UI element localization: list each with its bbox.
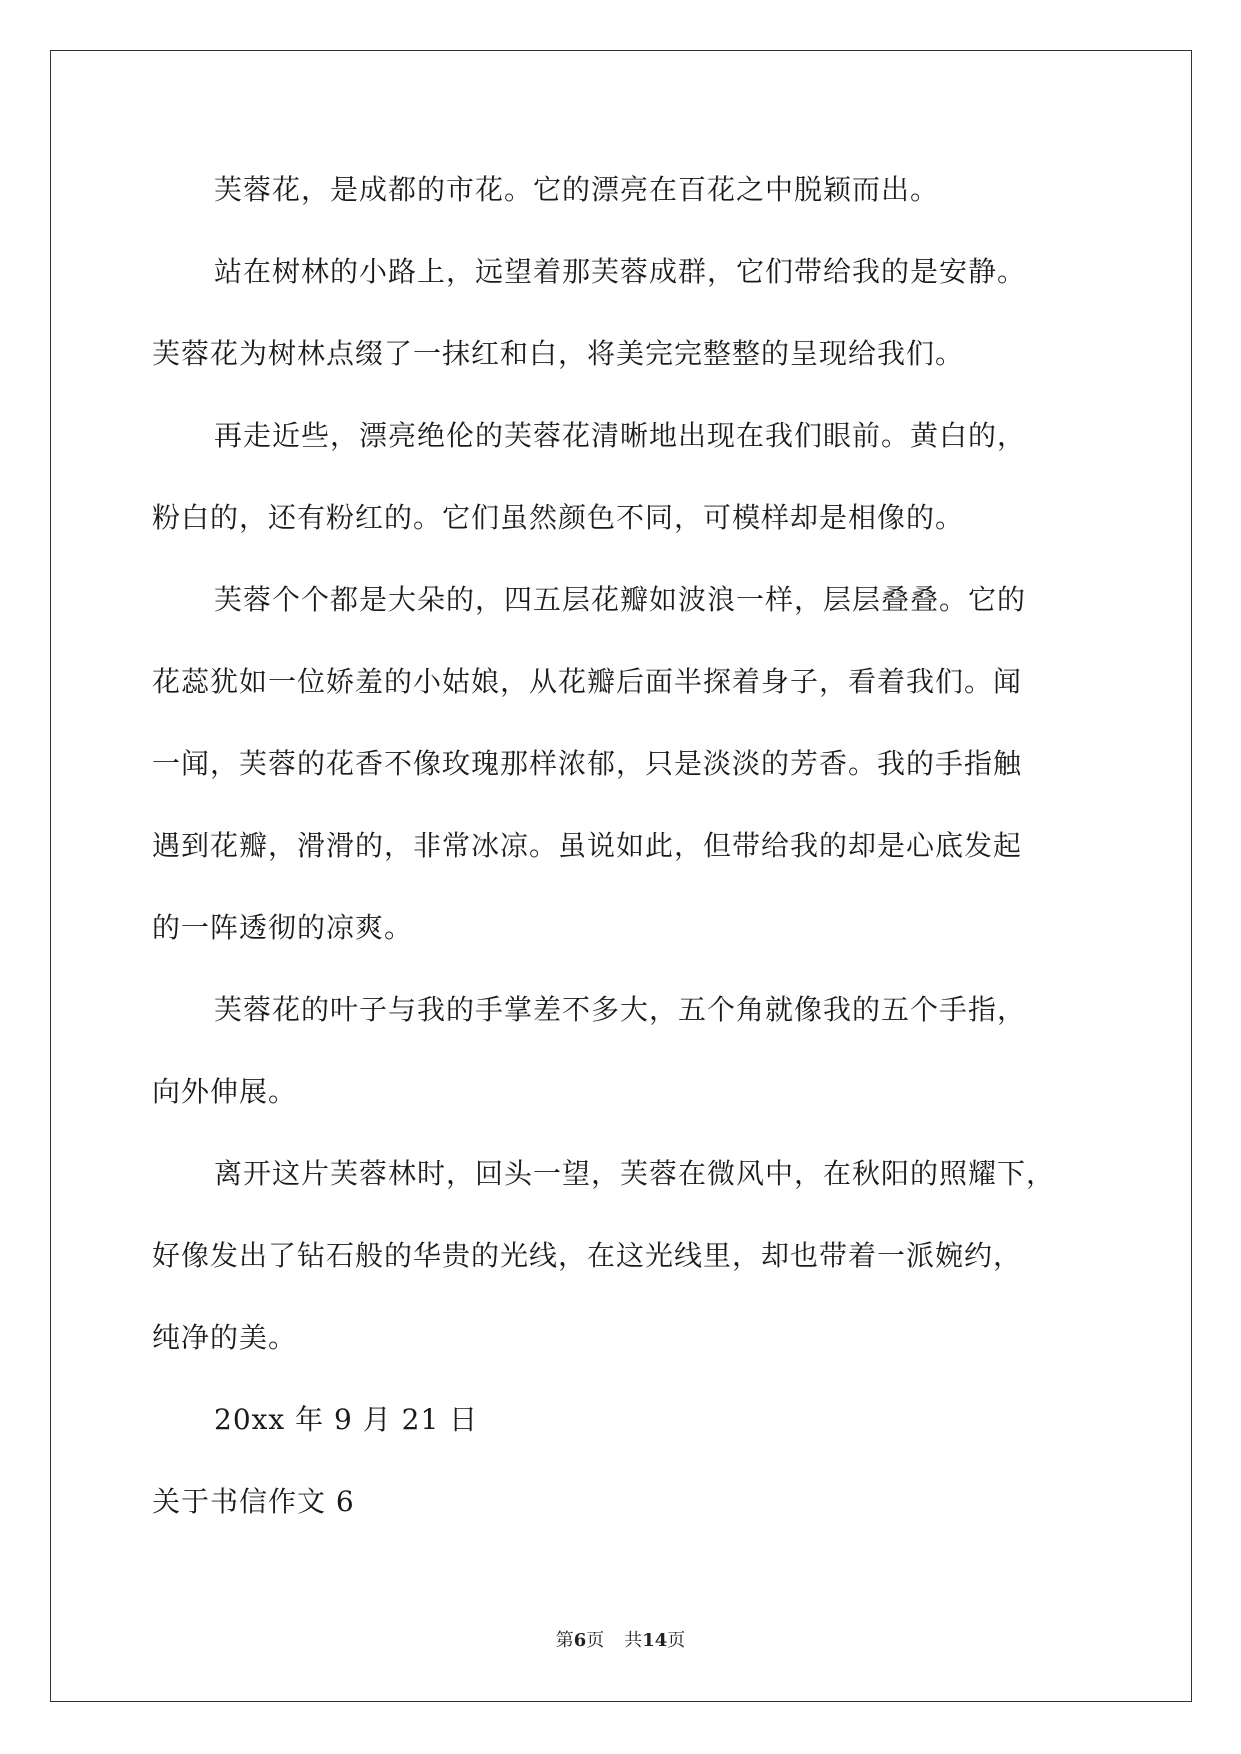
current-page-number: 6	[573, 1630, 587, 1651]
page-prefix: 第	[555, 1630, 574, 1651]
paragraph-line: 纯净的美。	[152, 1321, 298, 1354]
paragraph-line: 芙蓉个个都是大朵的，四五层花瓣如波浪一样，层层叠叠。它的	[214, 583, 1027, 616]
total-prefix: 共	[624, 1630, 643, 1651]
paragraph-line: 花蕊犹如一位娇羞的小姑娘，从花瓣后面半探着身子，看着我们。闻	[152, 665, 1023, 698]
paragraph-line: 遇到花瓣，滑滑的，非常冰凉。虽说如此，但带给我的却是心底发起	[152, 829, 1023, 862]
total-page-count: 14	[642, 1630, 668, 1651]
paragraph-line: 粉白的，还有粉红的。它们虽然颜色不同，可模样却是相像的。	[152, 501, 965, 534]
paragraph-line: 的一阵透彻的凉爽。	[152, 911, 414, 944]
paragraph-line: 一闻，芙蓉的花香不像玫瑰那样浓郁，只是淡淡的芳香。我的手指触	[152, 747, 1023, 780]
page-unit: 页	[586, 1630, 605, 1651]
paragraph-line: 站在树林的小路上，远望着那芙蓉成群，它们带给我的是安静。	[214, 255, 1027, 288]
paragraph-line: 再走近些，漂亮绝伦的芙蓉花清晰地出现在我们眼前。黄白的，	[214, 419, 1027, 452]
total-unit: 页	[667, 1630, 686, 1651]
date-line: 20xx 年 9 月 21 日	[214, 1403, 479, 1436]
paragraph-line: 向外伸展。	[152, 1075, 298, 1108]
paragraph-line: 好像发出了钻石般的华贵的光线，在这光线里，却也带着一派婉约，	[152, 1239, 1023, 1272]
section-heading: 关于书信作文 6	[152, 1485, 355, 1518]
paragraph-line: 芙蓉花的叶子与我的手掌差不多大，五个角就像我的五个手指，	[214, 993, 1027, 1026]
page-border	[50, 50, 1192, 1702]
paragraph-line: 离开这片芙蓉林时，回头一望，芙蓉在微风中，在秋阳的照耀下，	[214, 1157, 1056, 1190]
paragraph-line: 芙蓉花为树林点缀了一抹红和白，将美完完整整的呈现给我们。	[152, 337, 965, 370]
page-footer	[0, 1630, 1241, 1652]
paragraph-line: 芙蓉花，是成都的市花。它的漂亮在百花之中脱颖而出。	[214, 173, 940, 206]
